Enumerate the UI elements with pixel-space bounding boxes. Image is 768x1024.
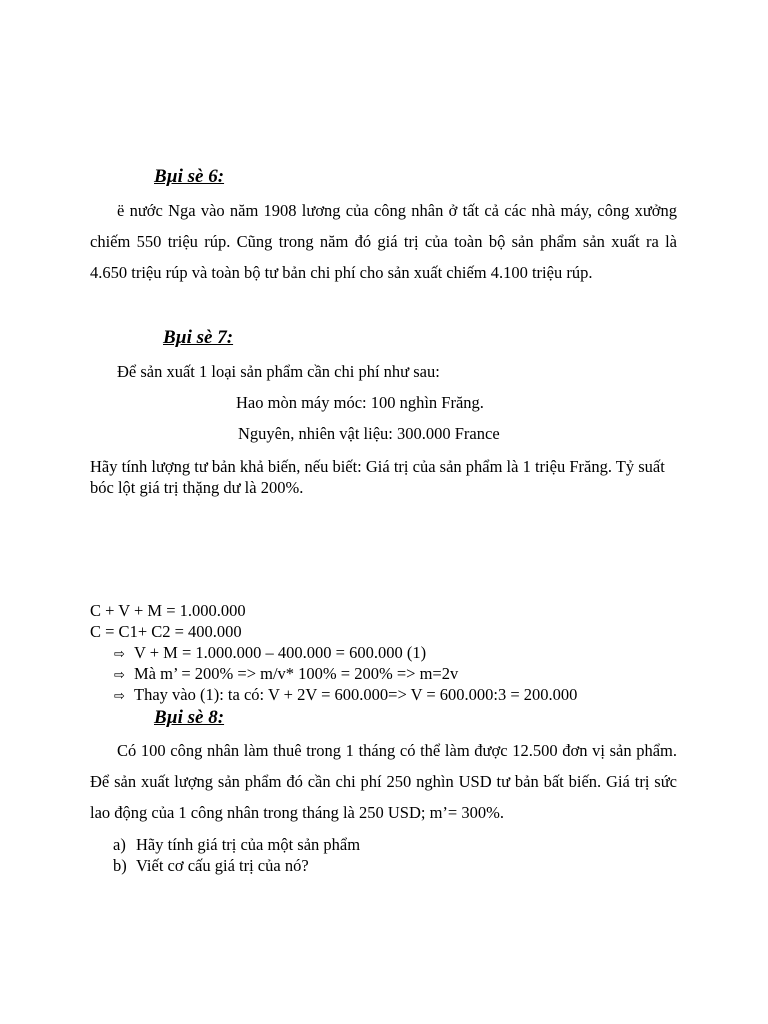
solution-step [114,643,426,663]
exercise-7-cost-line-1: Hao mòn máy móc: 100 nghìn Frăng. [236,393,484,412]
arrow-right-icon: ⇨ [114,668,125,683]
list-item-text: Viết cơ cấu giá trị của nó? [136,856,309,875]
solution-line-1: C + V + M = 1.000.000 [90,601,246,620]
exercise-8-title: Bµi sè 8: [154,707,225,728]
list-marker: b) [113,856,127,875]
exercise-6-paragraph: ë nước Nga vào năm 1908 lương của công nhân ở tất cả các nhà máy, công xưởng chiếm 550 triệu rúp. Cũng trong năm đó giá trị của toàn bộ sản phẩm sản xuất ra là 4.650 triệu rúp và toàn bộ tư bản chi phí cho sản xuất chiếm 4.100 triệu rúp. [90,201,677,282]
solution-step [114,664,458,684]
exercise-7-title: Bµi sè 7: [163,327,234,348]
exercise-8-paragraph: Có 100 công nhân làm thuê trong 1 tháng có thể làm được 12.500 đơn vị sản phẩm. Để sản xuất lượng sản phẩm đó cần chi phí 250 nghìn USD tư bản bất biến. Giá trị sức lao động của 1 công nhân trong tháng là 250 USD; m’= 300%. [90,741,677,822]
exercise-7-question: Hãy tính lượng tư bản khả biến, nếu biết: Giá trị của sản phẩm là 1 triệu Frăng. Tỷ suất bóc lột giá trị thặng dư là 200%. [90,457,665,497]
exercise-6-title: Bµi sè 6: [154,166,225,187]
list-item-text: Hãy tính giá trị của một sản phẩm [136,835,361,854]
exercise-7-cost-line-2: Nguyên, nhiên vật liệu: 300.000 France [238,424,500,443]
arrow-right-icon: ⇨ [114,647,125,662]
solution-step-text: Mà m’ = 200% => m/v* 100% = 200% => m=2v [134,664,459,683]
exercise-7-intro: Để sản xuất 1 loại sản phẩm cần chi phí như sau: [117,362,440,381]
list-item [113,856,309,876]
solution-step-text: V + M = 1.000.000 – 400.000 = 600.000 (1) [134,643,427,662]
list-marker: a) [113,835,126,854]
solution-step [114,685,577,705]
solution-line-2: C = C1+ C2 = 400.000 [90,622,242,641]
arrow-right-icon: ⇨ [114,689,125,704]
list-item [113,835,360,855]
solution-step-text: Thay vào (1): ta có: V + 2V = 600.000=> V = 600.000:3 = 200.000 [134,685,578,704]
